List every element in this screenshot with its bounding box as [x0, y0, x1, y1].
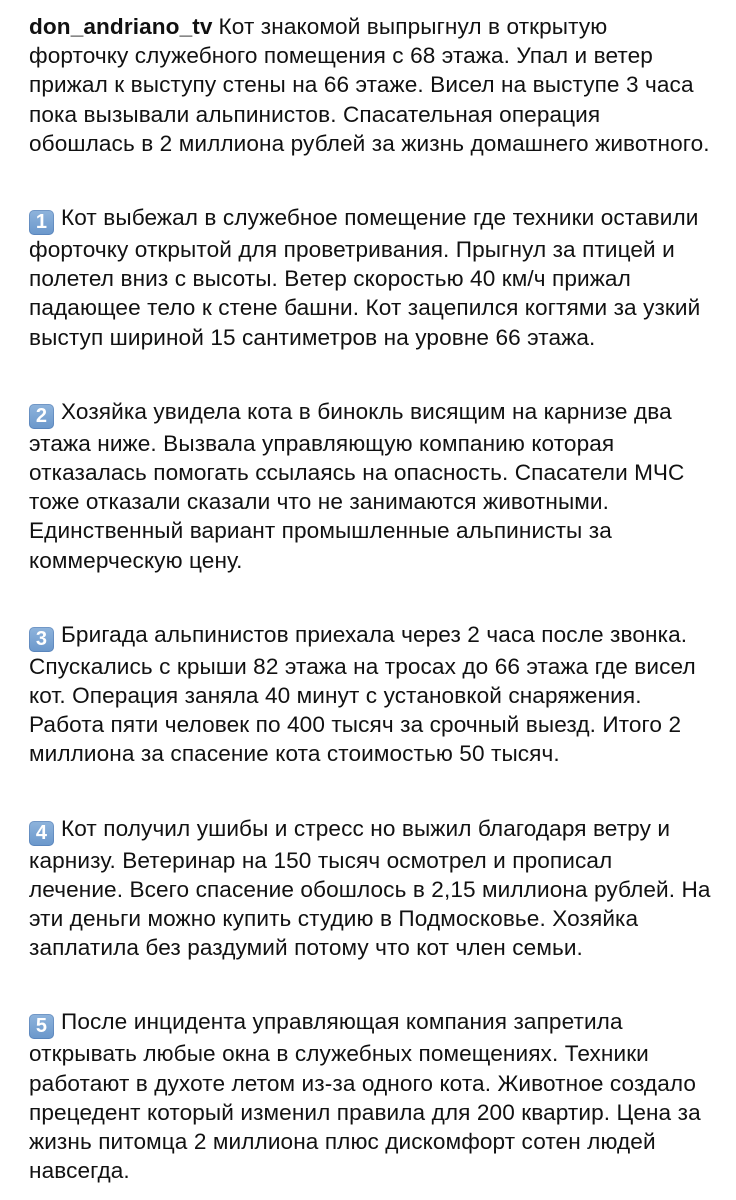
intro-paragraph	[29, 12, 712, 158]
keycap-two-icon: 2	[29, 404, 54, 429]
paragraph-text: Кот выбежал в служебное помещение где техники оставили форточку открытой для проветривания. Прыгнул за птицей и полетел вниз с высоты. Ветер скоростью 40 км/ч прижал падающее тело к стене башни. Кот зацепился когтями за узкий выступ шириной 15 сантиметров на уровне 66 этажа.	[29, 205, 701, 350]
intro-text: Кот знакомой выпрыгнул в открытую форточку служебного помещения с 68 этажа. Упал и ветер прижал к выступу стены на 66 этаже. Висел на выступе 3 часа пока вызывали альпинистов. Спасательная операция обошлась в 2 миллиона рублей за жизнь домашнего животного.	[29, 14, 710, 156]
paragraph-2	[29, 397, 712, 575]
paragraph-text: Хозяйка увидела кота в бинокль висящим на карнизе два этажа ниже. Вызвала управляющую компанию которая отказалась помогать ссылаясь на опасность. Спасатели МЧС тоже отказали сказали что не занимаются животными. Единственный вариант промышленные альпинисты за коммерческую цену.	[29, 398, 685, 573]
paragraph-text: После инцидента управляющая компания запретила открывать любые окна в служебных помещениях. Техники работают в духоте летом из-за одного кота. Животное создало прецедент который изменил правила для 200 квартир. Цена за жизнь питомца 2 миллиона плюс дискомфорт сотен людей навсегда.	[29, 1009, 701, 1184]
paragraph-5	[29, 1007, 712, 1185]
keycap-four-icon: 4	[29, 821, 54, 846]
paragraph-4	[29, 814, 712, 963]
paragraph-3	[29, 620, 712, 769]
keycap-three-icon: 3	[29, 627, 54, 652]
paragraph-text: Бригада альпинистов приехала через 2 часа после звонка. Спускались с крыши 82 этажа на тросах до 66 этажа где висел кот. Операция заняла 40 минут с установкой снаряжения. Работа пяти человек по 400 тысяч за срочный выезд. Итого 2 миллиона за спасение кота стоимостью 50 тысяч.	[29, 621, 696, 767]
keycap-five-icon: 5	[29, 1014, 54, 1039]
keycap-one-icon: 1	[29, 210, 54, 235]
username-link[interactable]: don_andriano_tv	[29, 14, 213, 39]
paragraph-1	[29, 203, 712, 352]
paragraph-text: Кот получил ушибы и стресс но выжил благодаря ветру и карнизу. Ветеринар на 150 тысяч осмотрел и прописал лечение. Всего спасение обошлось в 2,15 миллиона рублей. На эти деньги можно купить студию в Подмосковье. Хозяйка заплатила без раздумий потому что кот член семьи.	[29, 815, 711, 961]
